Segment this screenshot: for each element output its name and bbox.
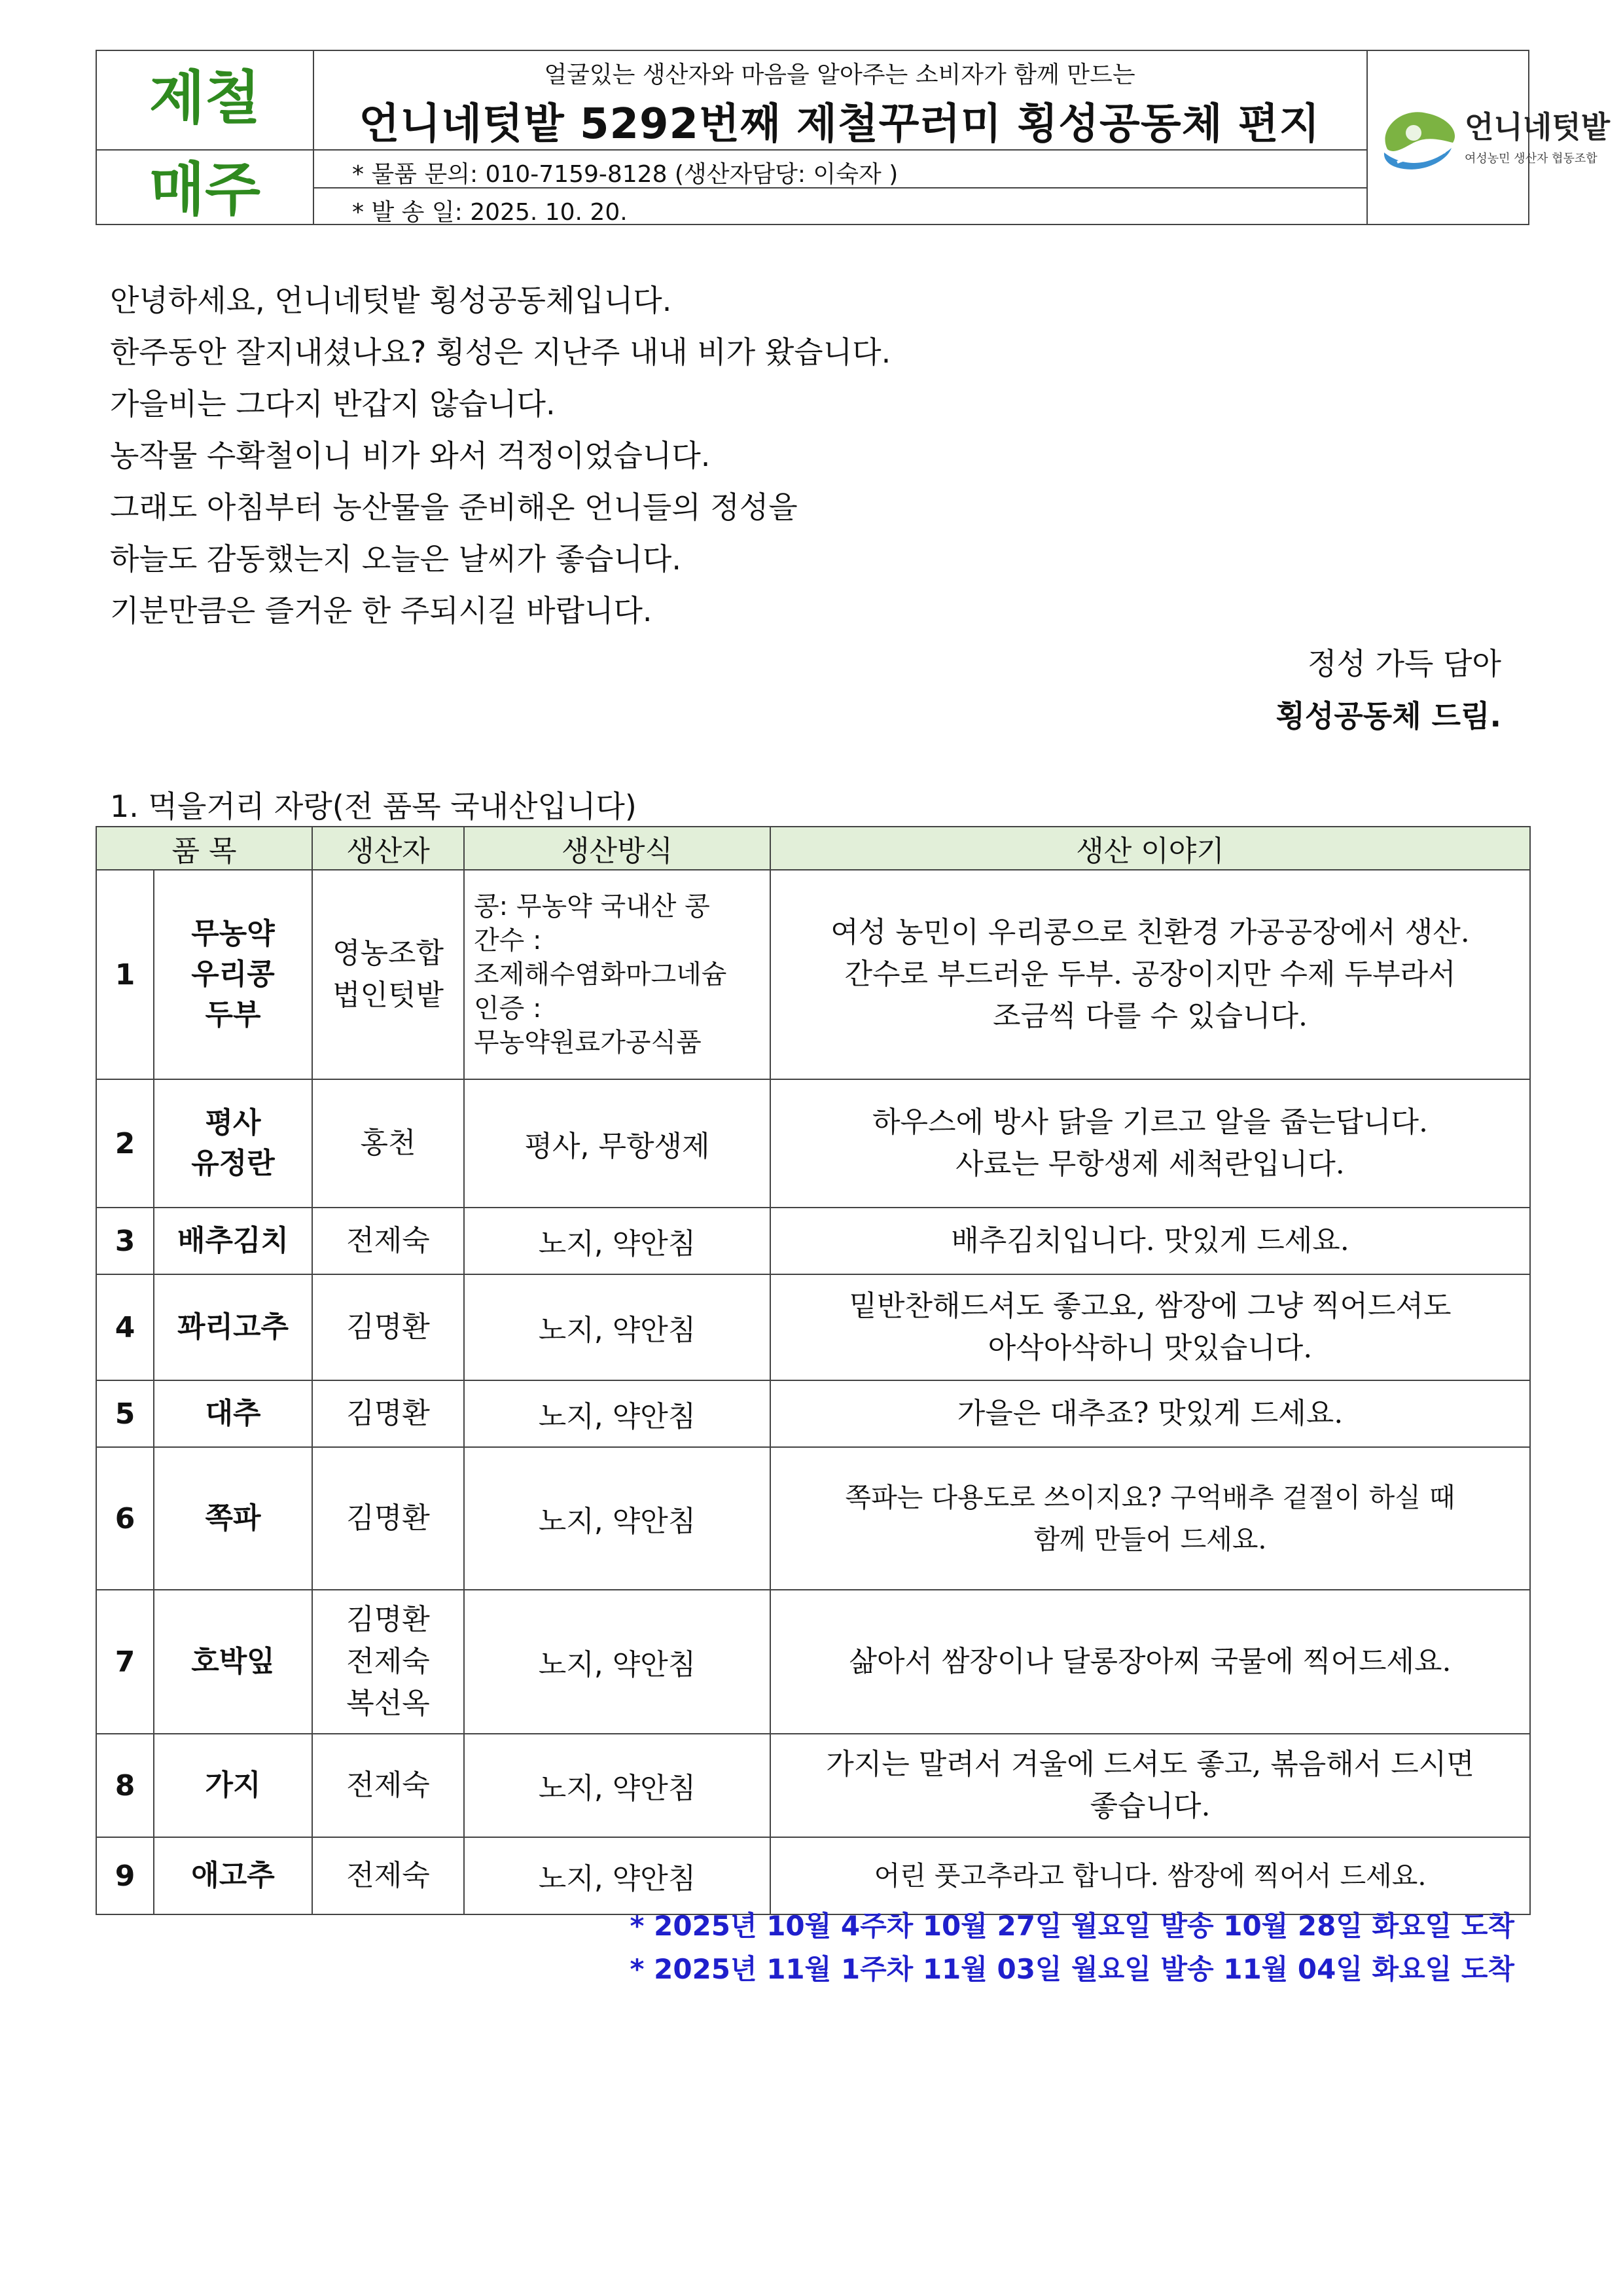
delivery-notes bbox=[630, 1905, 1514, 1991]
item-name: 쪽파 bbox=[154, 1447, 312, 1590]
logo-emblem-icon bbox=[1374, 103, 1466, 175]
item-producer: 김명환 bbox=[312, 1274, 464, 1380]
item-number: 7 bbox=[96, 1590, 154, 1734]
item-story: 배추김치입니다. 맛있게 드세요. bbox=[770, 1208, 1530, 1274]
logo bbox=[1366, 51, 1611, 226]
item-method: 노지, 약안침 bbox=[464, 1837, 770, 1914]
column-header: 생산방식 bbox=[464, 827, 770, 870]
table-header-row bbox=[96, 827, 1530, 870]
letter-line: 가을비는 그다지 반갑지 않습니다. bbox=[110, 386, 556, 422]
item-method: 노지, 약안침 bbox=[464, 1447, 770, 1590]
item-name: 꽈리고추 bbox=[154, 1274, 312, 1380]
item-story: 여성 농민이 우리콩으로 친환경 가공공장에서 생산. 간수로 부드러운 두부. 공장이지만 수제 두부라서 조금씩 다를 수 있습니다. bbox=[770, 870, 1530, 1079]
letter-header bbox=[96, 50, 1611, 226]
item-producer: 전제숙 bbox=[312, 1208, 464, 1274]
item-producer: 전제숙 bbox=[312, 1837, 464, 1914]
item-number: 8 bbox=[96, 1734, 154, 1837]
item-number: 5 bbox=[96, 1380, 154, 1447]
letter-line: 하늘도 감동했는지 오늘은 날씨가 좋습니다. bbox=[110, 541, 681, 577]
item-method: 노지, 약안침 bbox=[464, 1274, 770, 1380]
item-name: 애고추 bbox=[154, 1837, 312, 1914]
letter-line: 기분만큼은 즐거운 한 주되시길 바랍니다. bbox=[110, 593, 652, 628]
item-number: 1 bbox=[96, 870, 154, 1079]
letter-signature: 횡성공동체 드림. bbox=[1275, 698, 1501, 734]
item-producer: 전제숙 bbox=[312, 1734, 464, 1837]
item-story: 가을은 대추죠? 맛있게 드세요. bbox=[770, 1380, 1530, 1447]
item-story: 가지는 말려서 겨울에 드셔도 좋고, 볶음해서 드시면 좋습니다. bbox=[770, 1734, 1530, 1837]
item-name: 평사 유정란 bbox=[154, 1079, 312, 1208]
table-row bbox=[96, 1447, 1530, 1590]
item-producer: 김명환 bbox=[312, 1447, 464, 1590]
send-date-line: * 발 송 일: 2025. 10. 20. bbox=[352, 199, 628, 226]
item-story: 밑반찬해드셔도 좋고요, 쌈장에 그냥 찍어드셔도 아삭아삭하니 맛있습니다. bbox=[770, 1274, 1530, 1380]
letter-body bbox=[110, 275, 891, 637]
item-name: 가지 bbox=[154, 1734, 312, 1837]
item-method: 노지, 약안침 bbox=[464, 1380, 770, 1447]
column-header: 품 목 bbox=[96, 827, 312, 870]
item-producer: 김명환 전제숙 복선옥 bbox=[312, 1590, 464, 1734]
item-number: 2 bbox=[96, 1079, 154, 1208]
page-title: 언니네텃밭 5292번째 제철꾸러미 횡성공동체 편지 bbox=[359, 100, 1321, 149]
item-number: 3 bbox=[96, 1208, 154, 1274]
logo-name: 언니네텃밭 bbox=[1465, 109, 1611, 145]
item-method: 노지, 약안침 bbox=[464, 1734, 770, 1837]
items-table bbox=[96, 826, 1531, 1915]
table-row bbox=[96, 1274, 1530, 1380]
item-name: 배추김치 bbox=[154, 1208, 312, 1274]
column-header: 생산 이야기 bbox=[770, 827, 1530, 870]
section-title: 1. 먹을거리 자랑(전 품목 국내산입니다) bbox=[110, 789, 637, 824]
item-number: 4 bbox=[96, 1274, 154, 1380]
item-story: 쪽파는 다용도로 쓰이지요? 구억배추 겉절이 하실 때 함께 만들어 드세요. bbox=[770, 1447, 1530, 1590]
item-story: 하우스에 방사 닭을 기르고 알을 줍는답니다. 사료는 무항생제 세척란입니다. bbox=[770, 1079, 1530, 1208]
table-row bbox=[96, 1380, 1530, 1447]
letter-line: 농작물 수확철이니 비가 와서 걱정이었습니다. bbox=[110, 438, 711, 473]
table-row bbox=[96, 1734, 1530, 1837]
item-producer: 김명환 bbox=[312, 1380, 464, 1447]
item-number: 6 bbox=[96, 1447, 154, 1590]
delivery-note: * 2025년 10월 4주차 10월 27일 월요일 발송 10월 28일 화요일 도착 bbox=[630, 1910, 1514, 1942]
item-number: 9 bbox=[96, 1837, 154, 1914]
item-name: 대추 bbox=[154, 1380, 312, 1447]
inquiry-line: * 물품 문의: 010-7159-8128 (생산자담당: 이숙자 ) bbox=[352, 161, 899, 188]
item-name: 무농약 우리콩 두부 bbox=[154, 870, 312, 1079]
letter-line: 그래도 아침부터 농산물을 준비해온 언니들의 정성을 bbox=[110, 490, 798, 525]
table-row bbox=[96, 1590, 1530, 1734]
table-row bbox=[96, 1208, 1530, 1274]
column-header: 생산자 bbox=[312, 827, 464, 870]
item-method: 노지, 약안침 bbox=[464, 1590, 770, 1734]
item-story: 삶아서 쌈장이나 달롱장아찌 국물에 찍어드세요. bbox=[770, 1590, 1530, 1734]
item-producer: 홍천 bbox=[312, 1079, 464, 1208]
letter-closing: 정성 가득 담아 bbox=[1308, 646, 1501, 681]
item-name: 호박잎 bbox=[154, 1590, 312, 1734]
item-method: 평사, 무항생제 bbox=[464, 1079, 770, 1208]
item-producer: 영농조합 법인텃밭 bbox=[312, 870, 464, 1079]
delivery-note: * 2025년 11월 1주차 11월 03일 월요일 발송 11월 04일 화요일 도착 bbox=[630, 1953, 1514, 1985]
letter-line: 한주동안 잘지내셨나요? 횡성은 지난주 내내 비가 왔습니다. bbox=[110, 334, 891, 370]
item-method: 콩: 무농약 국내산 콩 간수 : 조제해수염화마그네슘 인증 : 무농약원료가공식품 bbox=[464, 870, 770, 1079]
header-subtitle: 얼굴있는 생산자와 마음을 알아주는 소비자가 함께 만드는 bbox=[544, 62, 1135, 88]
table-row bbox=[96, 1837, 1530, 1914]
letter-line: 안녕하세요, 언니네텃밭 횡성공동체입니다. bbox=[110, 283, 672, 318]
tag-weekly: 매주 bbox=[149, 156, 261, 223]
table-row bbox=[96, 870, 1530, 1079]
tag-seasonal: 제철 bbox=[149, 64, 261, 132]
logo-subtitle: 여성농민 생산자 협동조합 bbox=[1465, 152, 1597, 166]
item-method: 노지, 약안침 bbox=[464, 1208, 770, 1274]
table-row bbox=[96, 1079, 1530, 1208]
item-story: 어린 풋고추라고 합니다. 쌈장에 찍어서 드세요. bbox=[770, 1837, 1530, 1914]
